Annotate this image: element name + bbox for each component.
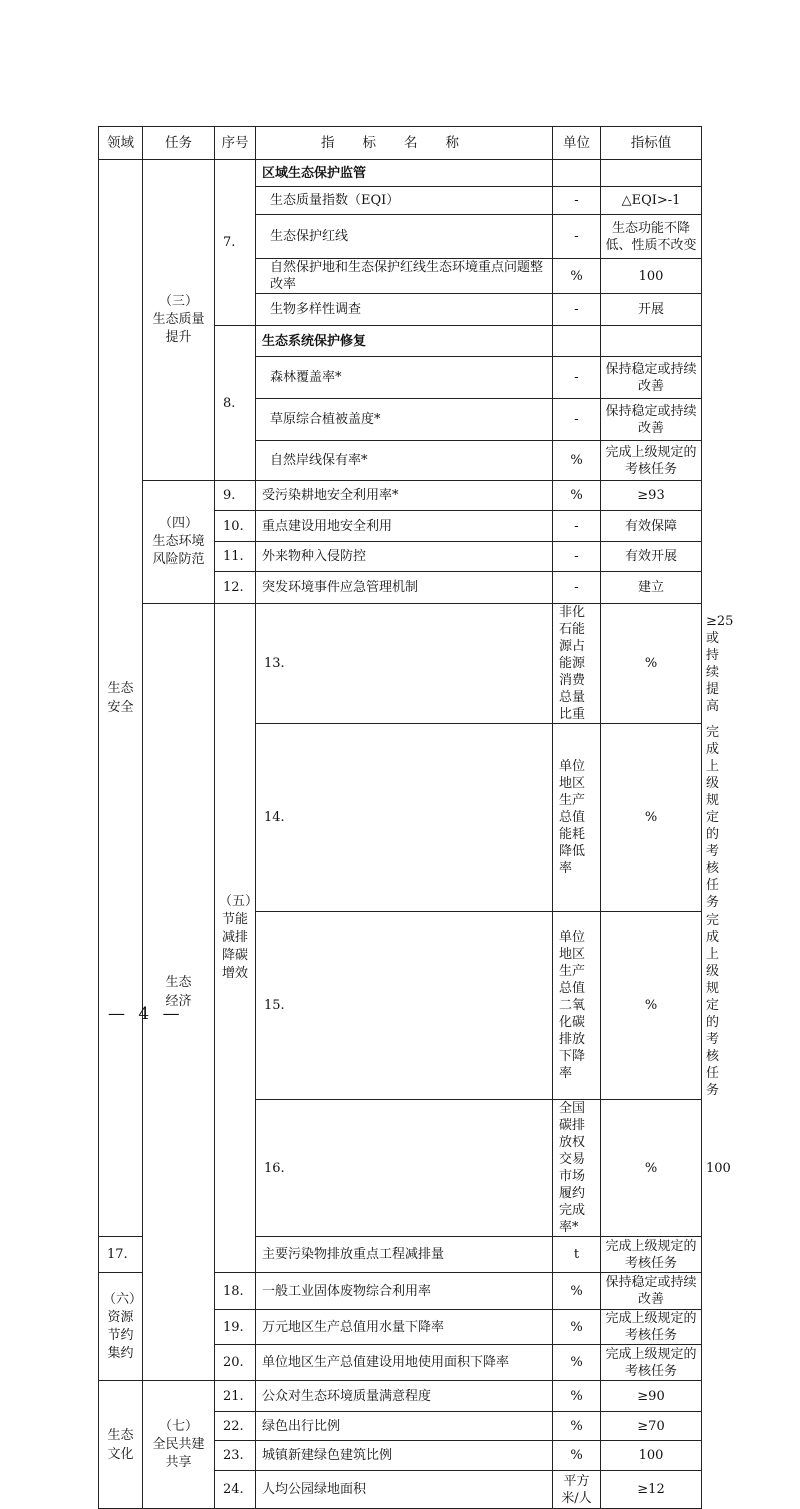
indicator-seq: 9. bbox=[215, 481, 256, 511]
indicator-table bbox=[98, 126, 734, 1509]
indicator-name: 公众对生态环境质量满意程度 bbox=[256, 1381, 553, 1412]
indicator-name: 非化石能源占能源消费总量比重 bbox=[553, 604, 601, 724]
table-row: 15. 单位地区生产总值二氧化碳排放下降率 % 完成上级规定的考核任务 bbox=[99, 912, 702, 1100]
table-row bbox=[99, 160, 702, 187]
indicator-unit: % bbox=[553, 1345, 601, 1381]
indicator-value: 生态功能不降低、性质不改变 bbox=[601, 215, 702, 259]
header-row bbox=[99, 127, 702, 160]
indicator-value: 完成上级规定的考核任务 bbox=[601, 1237, 702, 1273]
header-task: 任务 bbox=[143, 127, 215, 160]
indicator-seq: 22. bbox=[215, 1412, 256, 1441]
domain-eco-economy: 生态 经济 bbox=[143, 604, 215, 1381]
indicator-unit: - bbox=[553, 187, 601, 215]
indicator-seq: 16. bbox=[256, 1100, 553, 1237]
indicator-unit: % bbox=[601, 604, 702, 724]
indicator-name: 人均公园绿地面积 bbox=[256, 1471, 553, 1509]
indicator-unit: 平方米/人 bbox=[553, 1471, 601, 1509]
group-title-8: 生态系统保护修复 bbox=[256, 326, 553, 357]
empty-cell bbox=[553, 326, 601, 357]
indicator-seq: 23. bbox=[215, 1441, 256, 1471]
indicator-unit: - bbox=[553, 572, 601, 604]
domain-eco-security: 生态 安全 bbox=[99, 160, 143, 1237]
indicator-name: 自然岸线保有率* bbox=[256, 441, 553, 481]
task-7: （七） 全民共建 共享 bbox=[143, 1381, 215, 1509]
indicator-name: 突发环境事件应急管理机制 bbox=[256, 572, 553, 604]
table-row: 生态 经济 （五） 节能减排 降碳增效 13. 非化石能源占能源消费总量比重 % ≥25 或持续提高 bbox=[99, 604, 702, 724]
table-row: 16. 全国碳排放权交易市场履约完成率* % 100 bbox=[99, 1100, 702, 1237]
table-row bbox=[99, 1381, 702, 1412]
seq-8: 8. bbox=[215, 326, 256, 481]
indicator-value: 保持稳定或持续改善 bbox=[601, 1273, 702, 1310]
indicator-seq: 18. bbox=[215, 1273, 256, 1310]
indicator-seq: 24. bbox=[215, 1471, 256, 1509]
indicator-value: 有效保障 bbox=[601, 511, 702, 542]
indicator-name: 万元地区生产总值用水量下降率 bbox=[256, 1310, 553, 1345]
indicator-value: 100 bbox=[601, 259, 702, 294]
indicator-unit: % bbox=[553, 441, 601, 481]
indicator-unit: % bbox=[601, 1100, 702, 1237]
indicator-value: 完成上级规定的考核任务 bbox=[601, 441, 702, 481]
indicator-seq: 15. bbox=[256, 912, 553, 1100]
indicator-unit: - bbox=[553, 357, 601, 399]
table-row bbox=[99, 481, 702, 511]
indicator-seq: 20. bbox=[215, 1345, 256, 1381]
indicator-unit: % bbox=[553, 1273, 601, 1310]
indicator-value: 100 bbox=[601, 1441, 702, 1471]
domain-eco-culture: 生态 文化 bbox=[99, 1381, 143, 1509]
indicator-seq: 19. bbox=[215, 1310, 256, 1345]
indicator-name: 森林覆盖率* bbox=[256, 357, 553, 399]
indicator-unit: - bbox=[553, 399, 601, 441]
indicator-unit: - bbox=[553, 542, 601, 572]
indicator-value: ≥12 bbox=[601, 1471, 702, 1509]
header-seq: 序号 bbox=[215, 127, 256, 160]
indicator-name: 生态保护红线 bbox=[256, 215, 553, 259]
indicator-value: 完成上级规定的考核任务 bbox=[601, 1310, 702, 1345]
indicator-name: 自然保护地和生态保护红线生态环境重点问题整改率 bbox=[256, 259, 553, 294]
indicator-name: 生物多样性调查 bbox=[256, 294, 553, 326]
indicator-unit: % bbox=[553, 1381, 601, 1412]
indicator-name: 城镇新建绿色建筑比例 bbox=[256, 1441, 553, 1471]
indicator-value: 保持稳定或持续改善 bbox=[601, 357, 702, 399]
task-6: （六） 资源节约 集约 bbox=[99, 1273, 143, 1381]
indicator-value: 开展 bbox=[601, 294, 702, 326]
indicator-name: 绿色出行比例 bbox=[256, 1412, 553, 1441]
indicator-value: ≥90 bbox=[601, 1381, 702, 1412]
indicator-name: 主要污染物排放重点工程减排量 bbox=[256, 1237, 553, 1273]
indicator-unit: - bbox=[553, 294, 601, 326]
indicator-unit: % bbox=[553, 1441, 601, 1471]
indicator-unit: % bbox=[601, 912, 702, 1100]
empty-cell bbox=[601, 160, 702, 187]
indicator-unit: % bbox=[553, 259, 601, 294]
indicator-unit: % bbox=[553, 1310, 601, 1345]
task-5: （五） 节能减排 降碳增效 bbox=[215, 604, 256, 1273]
header-domain: 领域 bbox=[99, 127, 143, 160]
table-row: 14. 单位地区生产总值能耗降低率 % 完成上级规定的考核任务 bbox=[99, 724, 702, 912]
header-unit: 单位 bbox=[553, 127, 601, 160]
indicator-seq: 14. bbox=[256, 724, 553, 912]
indicator-unit: t bbox=[553, 1237, 601, 1273]
indicator-name: 一般工业固体废物综合利用率 bbox=[256, 1273, 553, 1310]
indicator-value: 完成上级规定的考核任务 bbox=[601, 1345, 702, 1381]
indicator-seq: 11. bbox=[215, 542, 256, 572]
empty-cell bbox=[601, 326, 702, 357]
indicator-name: 生态质量指数（EQI） bbox=[256, 187, 553, 215]
indicator-value: 有效开展 bbox=[601, 542, 702, 572]
indicator-unit: - bbox=[553, 511, 601, 542]
indicator-seq: 10. bbox=[215, 511, 256, 542]
indicator-name: 全国碳排放权交易市场履约完成率* bbox=[553, 1100, 601, 1237]
indicator-seq: 12. bbox=[215, 572, 256, 604]
task-4: （四） 生态环境 风险防范 bbox=[143, 481, 215, 604]
indicator-unit: % bbox=[601, 724, 702, 912]
seq-7: 7. bbox=[215, 160, 256, 326]
indicator-unit: % bbox=[553, 481, 601, 511]
indicator-name: 受污染耕地安全利用率* bbox=[256, 481, 553, 511]
indicator-name: 单位地区生产总值能耗降低率 bbox=[553, 724, 601, 912]
indicator-value: ≥93 bbox=[601, 481, 702, 511]
group-title-7: 区域生态保护监管 bbox=[256, 160, 553, 187]
indicator-name: 重点建设用地安全利用 bbox=[256, 511, 553, 542]
task-3: （三） 生态质量 提升 bbox=[143, 160, 215, 481]
indicator-unit: % bbox=[553, 1412, 601, 1441]
header-name: 指标名称 bbox=[256, 127, 553, 160]
indicator-value: ≥70 bbox=[601, 1412, 702, 1441]
indicator-seq: 21. bbox=[215, 1381, 256, 1412]
indicator-seq: 17. bbox=[99, 1237, 143, 1273]
indicator-unit: - bbox=[553, 215, 601, 259]
indicator-value: △EQI>-1 bbox=[601, 187, 702, 215]
indicator-seq: 13. bbox=[256, 604, 553, 724]
page-number: — 4 — bbox=[108, 1004, 184, 1024]
header-value: 指标值 bbox=[601, 127, 702, 160]
indicator-name: 单位地区生产总值建设用地使用面积下降率 bbox=[256, 1345, 553, 1381]
indicator-name: 外来物种入侵防控 bbox=[256, 542, 553, 572]
indicator-value: 保持稳定或持续改善 bbox=[601, 399, 702, 441]
indicator-name: 草原综合植被盖度* bbox=[256, 399, 553, 441]
indicator-value: 建立 bbox=[601, 572, 702, 604]
indicator-name: 单位地区生产总值二氧化碳排放下降率 bbox=[553, 912, 601, 1100]
empty-cell bbox=[553, 160, 601, 187]
